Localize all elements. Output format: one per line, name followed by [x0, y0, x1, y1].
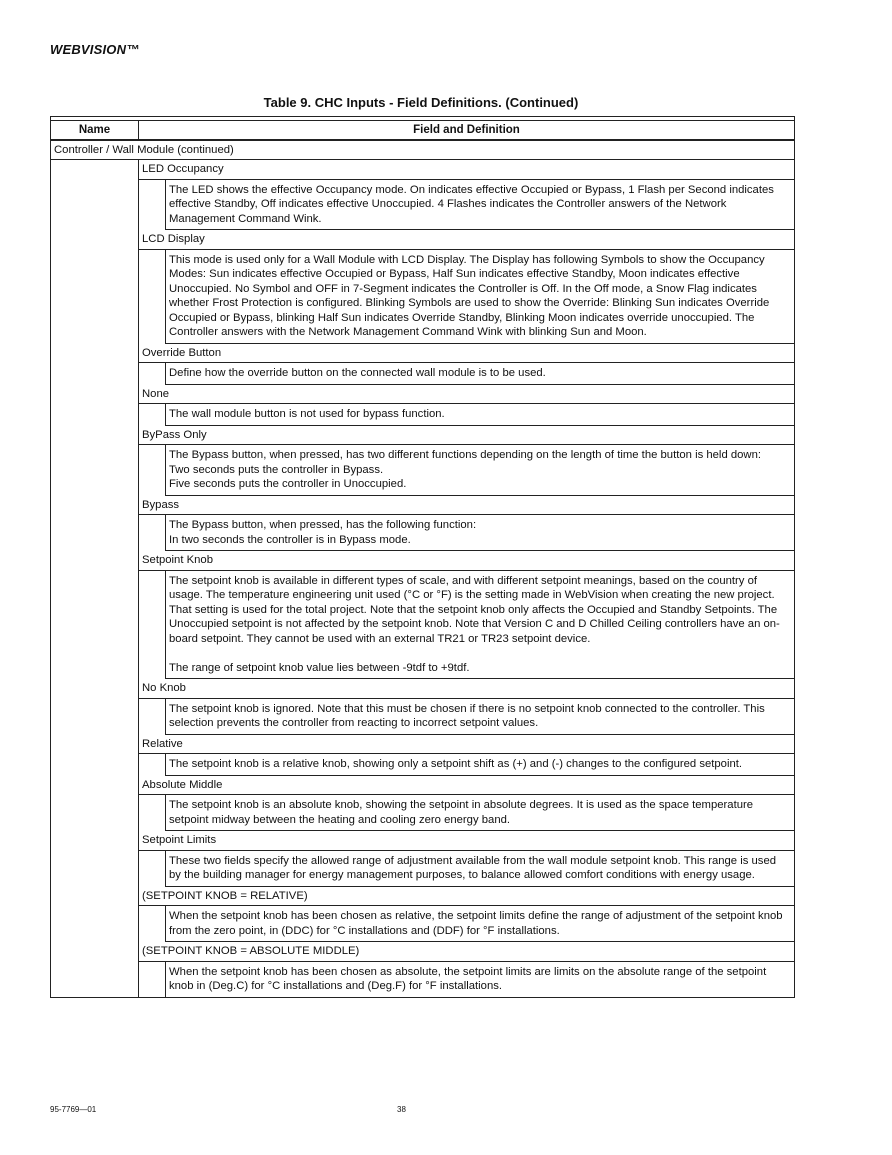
field-definition-cell — [165, 404, 794, 426]
field-definition-cell — [165, 699, 794, 735]
field-definition: The wall module button is not used for bypass function. — [169, 408, 445, 420]
field-label: Override Button — [139, 344, 794, 364]
section-heading: Controller / Wall Module (continued) — [51, 141, 794, 161]
field-definition: When the setpoint knob has been chosen as relative, the setpoint limits define the range of adjustment of the setpoint knob from the zero point, in (DDC) for °C installations and (DDF) for °F installations. — [169, 910, 783, 937]
column-header-name: Name — [51, 121, 139, 139]
field-definition-cell — [165, 851, 794, 887]
page-number: 38 — [397, 1105, 406, 1114]
field-definition: The LED shows the effective Occupancy mode. On indicates effective Occupied or Bypass, 1 Flash per Second indicates effective Standby, Off indicates effective Unoccupied. 4 Flashes indicates the Controller answers of the Network Management Command Wink. — [169, 183, 774, 225]
field-definition: The Bypass button, when pressed, has two different functions depending on the length of time the button is held down: Two seconds puts the controller in Bypass. Five seconds puts the controller in Unoccupied. — [169, 449, 762, 490]
field-definition-cell — [165, 906, 794, 942]
field-definition: The Bypass button, when pressed, has the following function: In two seconds the controller is in Bypass mode. — [169, 519, 477, 546]
field-label: Bypass — [139, 496, 794, 516]
table-title: Table 9. CHC Inputs - Field Definitions. (Continued) — [263, 95, 579, 110]
table-body — [138, 160, 794, 997]
field-definition: The setpoint knob is an absolute knob, showing the setpoint in absolute degrees. It is used as the space temperature setpoint midway between the heating and cooling zero energy band. — [169, 799, 754, 826]
field-definition: When the setpoint knob has been chosen as absolute, the setpoint limits are limits on the absolute range of the setpoint knob in (Deg.C) for °C installations and (Deg.F) for °F installations. — [169, 965, 767, 992]
field-definition-cell — [165, 180, 794, 231]
field-label: (SETPOINT KNOB = ABSOLUTE MIDDLE) — [139, 942, 794, 962]
field-label: Setpoint Knob — [139, 551, 794, 571]
field-label: Relative — [139, 735, 794, 755]
field-label: LED Occupancy — [139, 160, 794, 180]
field-label: LCD Display — [139, 230, 794, 250]
field-definition-cell — [165, 754, 794, 776]
field-label: ByPass Only — [139, 426, 794, 446]
field-definition-cell — [165, 445, 794, 496]
field-definition: These two fields specify the allowed range of adjustment available from the wall module setpoint knob. This range is used by the building manager for energy management purposes, to balance allowed comfort conditions with energy usage. — [169, 854, 777, 881]
field-label: Absolute Middle — [139, 776, 794, 796]
field-definition: The setpoint knob is available in different types of scale, and with different setpoint meanings, based on the country of usage. The temperature engineering unit used (°C or °F) is the setting made in WebVision when creating the new project. That setting is used for the total project. Note that the setpoint knob only affects the Occupied and Standby Setpoints. The Unoccupied setpoint is not affected by the setpoint knob. Note that Version C and D Chilled Ceiling controllers have an on-board setpoint. They cannot be used with an external TR21 or TR23 setpoint device. The range of setpoint knob value lies between -9tdf to +9tdf. — [169, 574, 780, 674]
field-definition-cell — [165, 962, 794, 997]
field-definition-cell — [165, 363, 794, 385]
field-definition: This mode is used only for a Wall Module with LCD Display. The Display has following Symbols to show the Occupancy Modes: Sun indicates effective Occupied or Bypass, Half Sun indicates effective Standby, Moon indicates effective Unoccupied. No Symbol and OFF in 7-Segment indicates the Controller is Off. In the Off mode, a Snow Flag indicates whether Frost Protection is configured. Blinking Symbols are used to show the Override: Blinking Sun indicates Override Occupied or Bypass, blinking Half Sun indicates Override Standby, Blinking Moon indicates override unoccupied. The Controller answers with the Network Management Command Wink with blinking Sun and Moon. — [169, 253, 770, 338]
field-definition: The setpoint knob is a relative knob, showing only a setpoint shift as (+) and (-) changes to the configured setpoint. — [169, 758, 743, 770]
document-number: 95-7769—01 — [50, 1105, 97, 1114]
field-definition-cell — [165, 571, 794, 680]
document-brand: WEBVISION™ — [50, 42, 140, 57]
column-header-field: Field and Definition — [413, 124, 520, 136]
field-definition: Define how the override button on the connected wall module is to be used. — [169, 367, 546, 379]
field-definitions-table — [50, 116, 795, 998]
field-definition-cell — [165, 515, 794, 551]
field-label: None — [139, 385, 794, 405]
field-label: Setpoint Limits — [139, 831, 794, 851]
field-definition-cell — [165, 250, 794, 344]
field-label: No Knob — [139, 679, 794, 699]
field-definition: The setpoint knob is ignored. Note that this must be chosen if there is no setpoint knob connected to the controller. This selection prevents the controller from reacting to incorrect setpoint values. — [169, 702, 765, 729]
field-definition-cell — [165, 795, 794, 831]
table-header-row — [51, 121, 794, 141]
field-label: (SETPOINT KNOB = RELATIVE) — [139, 887, 794, 907]
